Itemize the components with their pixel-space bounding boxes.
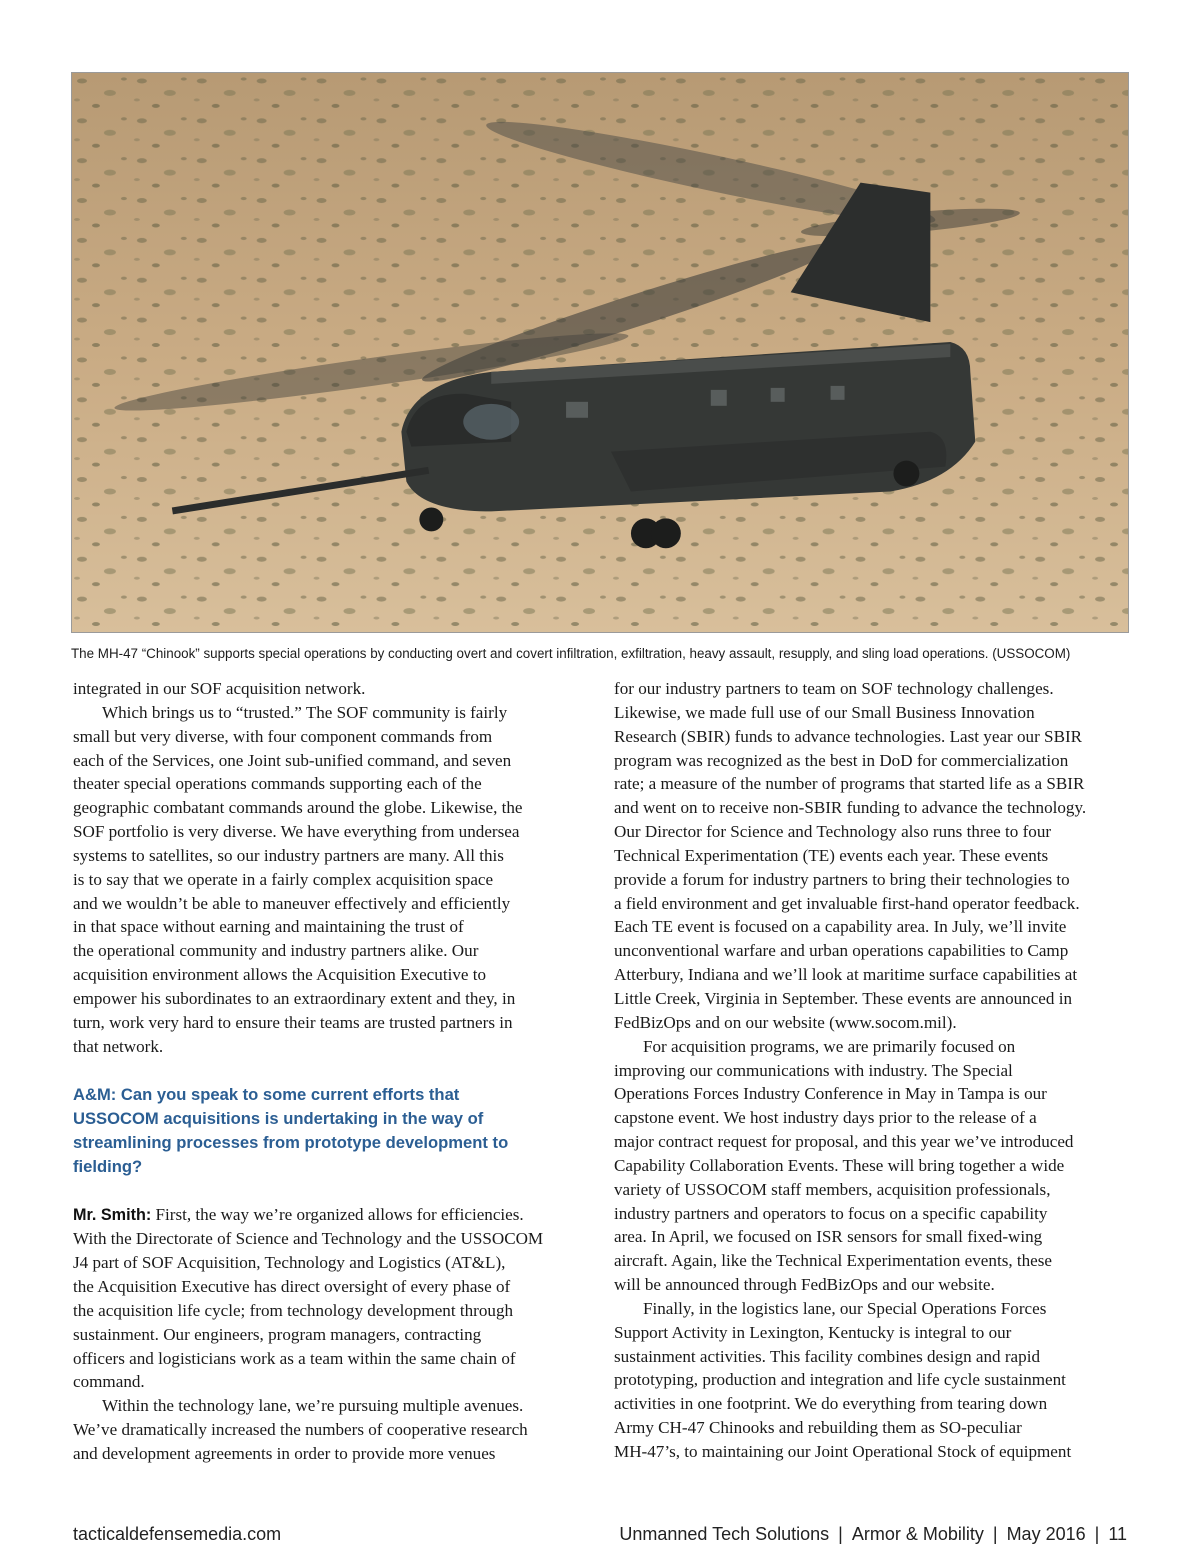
interview-question xyxy=(73,1083,563,1179)
text-line: aircraft. Again, like the Technical Experimentation events, these xyxy=(614,1251,1053,1271)
text-line: Little Creek, Virginia in September. These events are announced in xyxy=(614,988,1072,1008)
text-line: Technical Experimentation (TE) events each year. These events xyxy=(614,845,1049,865)
text-line: command. xyxy=(73,1372,145,1392)
text-line: small but very diverse, with four component commands from xyxy=(73,726,493,746)
footer-separator: | xyxy=(1094,1524,1100,1544)
question-line: streamlining processes from prototype development to xyxy=(73,1132,509,1152)
question-line: fielding? xyxy=(73,1156,143,1176)
left-column xyxy=(73,677,563,1466)
text-line: and we wouldn’t be able to maneuver effectively and efficiently xyxy=(73,893,511,913)
photo-caption: The MH-47 “Chinook” supports special operations by conducting overt and covert infiltration, exfiltration, heavy assault, resupply, and sling load operations. (USSOCOM) xyxy=(71,646,1071,661)
footer-magazine: Armor & Mobility xyxy=(851,1524,984,1544)
text-line: MH-47’s, to maintaining our Joint Operational Stock of equipment xyxy=(614,1442,1072,1461)
text-line: industry partners and operators to focus on a specific capability xyxy=(614,1203,1048,1223)
speaker-name: Mr. Smith: xyxy=(73,1205,152,1224)
text-line: Finally, in the logistics lane, our Special Operations Forces xyxy=(643,1298,1047,1318)
text-line: Each TE event is focused on a capability area. In July, we’ll invite xyxy=(614,917,1067,937)
text-line: rate; a measure of the number of programs that started life as a SBIR xyxy=(614,774,1085,794)
text-line: We’ve dramatically increased the numbers of cooperative research xyxy=(73,1420,528,1440)
text-line: each of the Services, one Joint sub-unified command, and seven xyxy=(73,750,512,770)
text-line: Support Activity in Lexington, Kentucky is integral to our xyxy=(614,1322,1012,1342)
text-line: sustainment activities. This facility combines design and rapid xyxy=(614,1346,1040,1366)
text-line: officers and logisticians work as a team within the same chain of xyxy=(73,1348,516,1368)
text-line: in that space without earning and maintaining the trust of xyxy=(73,917,464,937)
footer-separator: | xyxy=(992,1524,998,1544)
right-column xyxy=(614,677,1134,1464)
text-line: the Acquisition Executive has direct oversight of every phase of xyxy=(73,1277,511,1297)
footer-publication: Unmanned Tech Solutions xyxy=(619,1524,830,1544)
text-line: the operational community and industry partners alike. Our xyxy=(73,941,479,961)
text-line: acquisition environment allows the Acquisition Executive to xyxy=(73,965,487,985)
text-line: Within the technology lane, we’re pursuing multiple avenues. xyxy=(102,1396,524,1416)
text-line: that network. xyxy=(73,1036,164,1056)
text-line: Which brings us to “trusted.” The SOF community is fairly xyxy=(102,702,508,722)
text-line: systems to satellites, so our industry partners are many. All this xyxy=(73,845,504,865)
footer-issue: May 2016 xyxy=(1006,1524,1086,1544)
footer-website[interactable]: tacticaldefensemedia.com xyxy=(73,1524,282,1544)
helicopter-photo xyxy=(71,72,1129,633)
page-number: 11 xyxy=(1108,1524,1127,1544)
text-line: and went on to receive non-SBIR funding to advance the technology. xyxy=(614,798,1087,818)
text-line: integrated in our SOF acquisition network. xyxy=(73,679,366,698)
text-line: for our industry partners to team on SOF technology challenges. xyxy=(614,679,1054,698)
text-line: Operations Forces Industry Conference in May in Tampa is our xyxy=(614,1084,1047,1104)
text-line: Army CH-47 Chinooks and rebuilding them as SO-peculiar xyxy=(614,1418,1022,1438)
question-line: USSOCOM acquisitions is undertaking in the way of xyxy=(73,1108,484,1128)
text-line: prototyping, production and integration and life cycle sustainment xyxy=(614,1370,1066,1390)
footer-publication-info xyxy=(619,1524,1127,1545)
text-line: For acquisition programs, we are primarily focused on xyxy=(643,1036,1016,1056)
text-line: and development agreements in order to provide more venues xyxy=(73,1443,496,1463)
text-line: Atterbury, Indiana and we’ll look at maritime surface capabilities at xyxy=(614,965,1078,985)
text-line: SOF portfolio is very diverse. We have everything from undersea xyxy=(73,822,520,842)
text-line: J4 part of SOF Acquisition, Technology and Logistics (AT&L), xyxy=(73,1253,506,1273)
chinook-helicopter-image xyxy=(72,73,1128,632)
text-line: Likewise, we made full use of our Small Business Innovation xyxy=(614,702,1035,722)
text-line: unconventional warfare and urban operations capabilities to Camp xyxy=(614,941,1069,961)
text-line: FedBizOps and on our website (www.socom.mil). xyxy=(614,1012,957,1032)
text-line: capstone event. We host industry days prior to the release of a xyxy=(614,1108,1037,1128)
text-line: program was recognized as the best in DoD for commercialization xyxy=(614,750,1069,770)
text-line: activities in one footprint. We do everything from tearing down xyxy=(614,1394,1048,1414)
text-line: theater special operations commands supporting each of the xyxy=(73,774,482,794)
answer-first-line xyxy=(73,1203,563,1228)
text-line: will be announced through FedBizOps and our website. xyxy=(614,1275,995,1295)
text-line: Our Director for Science and Technology also runs three to four xyxy=(614,822,1052,842)
text-line: geographic combatant commands around the globe. Likewise, the xyxy=(73,798,523,818)
text-line: Capability Collaboration Events. These will bring together a wide xyxy=(614,1155,1065,1175)
text-line: provide a forum for industry partners to bring their technologies to xyxy=(614,869,1070,889)
text-line: a field environment and get invaluable first-hand operator feedback. xyxy=(614,893,1080,913)
text-line: empower his subordinates to an extraordinary extent and they, in xyxy=(73,988,516,1008)
text-line: area. In April, we focused on ISR sensors for small fixed-wing xyxy=(614,1227,1043,1247)
question-line: A&M: Can you speak to some current efforts that xyxy=(73,1084,460,1104)
text-line: sustainment. Our engineers, program managers, contracting xyxy=(73,1324,482,1344)
footer-separator: | xyxy=(838,1524,843,1544)
text-line: the acquisition life cycle; from technology development through xyxy=(73,1300,514,1320)
text-line: major contract request for proposal, and this year we’ve introduced xyxy=(614,1132,1074,1152)
text-line: First, the way we’re organized allows for efficiencies. xyxy=(151,1204,524,1224)
text-line: variety of USSOCOM staff members, acquisition professionals, xyxy=(614,1179,1051,1199)
text-line: Research (SBIR) funds to advance technologies. Last year our SBIR xyxy=(614,726,1083,746)
text-line: With the Directorate of Science and Technology and the USSOCOM xyxy=(73,1229,544,1249)
text-line: is to say that we operate in a fairly complex acquisition space xyxy=(73,869,494,889)
text-line: improving our communications with industry. The Special xyxy=(614,1060,1013,1080)
text-line: turn, work very hard to ensure their teams are trusted partners in xyxy=(73,1012,513,1032)
